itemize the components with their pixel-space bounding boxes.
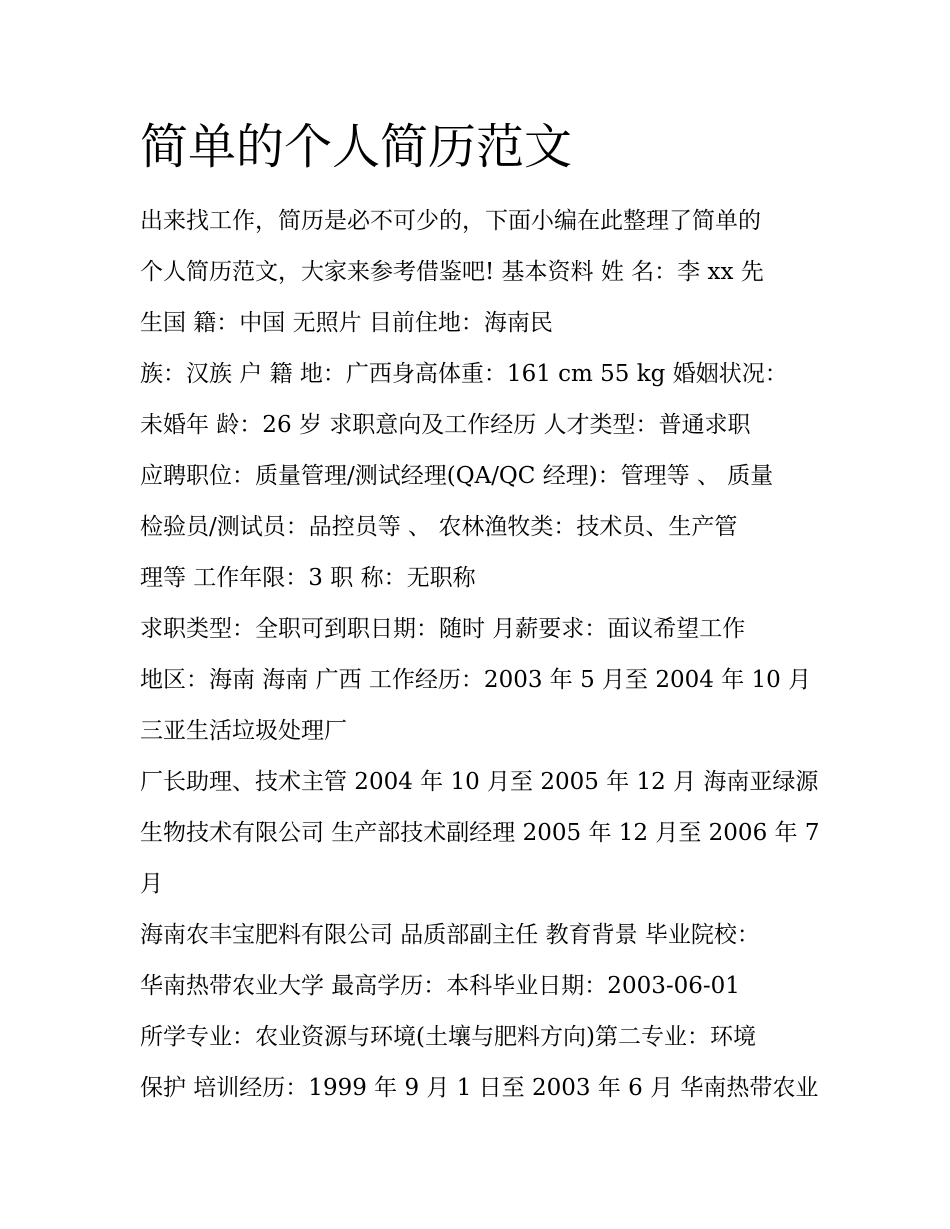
- body-line: 个人简历范文，大家来参考借鉴吧! 基本资料 姓 名：李 xx 先: [140, 259, 764, 285]
- body-line: 月: [140, 871, 163, 897]
- body-line: 求职类型：全职可到职日期：随时 月薪要求：面议希望工作: [140, 616, 746, 642]
- body-line: 所学专业：农业资源与环境(土壤与肥料方向)第二专业：环境: [140, 1024, 756, 1050]
- body-line: 未婚年 龄：26 岁 求职意向及工作经历 人才类型：普通求职: [140, 412, 751, 438]
- body-line: 应聘职位：质量管理/测试经理(QA/QC 经理)：管理等 、 质量: [140, 463, 774, 489]
- body-line: 海南农丰宝肥料有限公司 品质部副主任 教育背景 毕业院校：: [140, 922, 760, 948]
- body-line: 华南热带农业大学 最高学历：本科毕业日期：2003-06-01: [140, 973, 740, 999]
- body-line: 厂长助理、技术主管 2004 年 10 月至 2005 年 12 月 海南亚绿源: [140, 769, 819, 795]
- body-line: 出来找工作，简历是必不可少的，下面小编在此整理了简单的: [140, 208, 761, 234]
- body-line: 地区：海南 海南 广西 工作经历：2003 年 5 月至 2004 年 10 月: [140, 667, 812, 693]
- body-line: 三亚生活垃圾处理厂: [140, 718, 347, 744]
- body-line: 族：汉族 户 籍 地：广西身高体重：161 cm 55 kg 婚姻状况：: [140, 361, 788, 387]
- body-line: 检验员/测试员：品控员等 、 农林渔牧类：技术员、生产管: [140, 514, 738, 540]
- document-title: 简单的个人简历范文: [140, 119, 573, 175]
- body-line: 保护 培训经历：1999 年 9 月 1 日至 2003 年 6 月 华南热带农业: [140, 1075, 819, 1101]
- body-line: 理等 工作年限：3 职 称：无职称: [140, 565, 476, 591]
- body-line: 生物技术有限公司 生产部技术副经理 2005 年 12 月至 2006 年 7: [140, 820, 820, 846]
- document-body: [140, 196, 820, 1114]
- body-line: 生国 籍：中国 无照片 目前住地：海南民: [140, 310, 553, 336]
